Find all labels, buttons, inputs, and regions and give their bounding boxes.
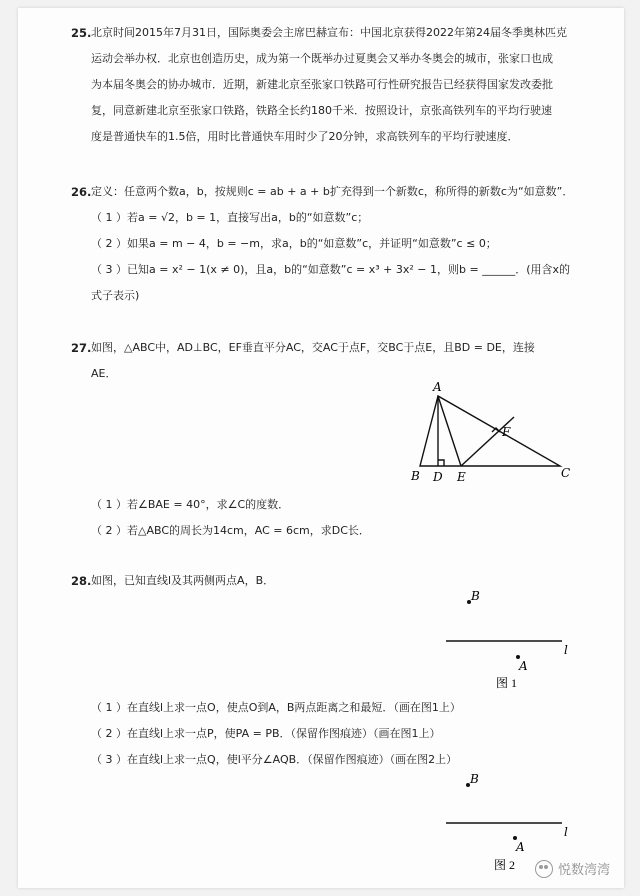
- label-b: B: [470, 772, 479, 786]
- label-l: l: [564, 825, 568, 839]
- question-text-line: 运动会举办权．北京也创造历史，成为第一个既举办过夏奥会又举办冬奥会的城市，张家口也成: [91, 52, 553, 65]
- watermark: [535, 859, 610, 878]
- question-text-line: 定义：任意两个数a，b，按规则c = ab + a + b扩充得到一个新数c，称所得的新数c为“如意数”．: [91, 185, 574, 198]
- figure-2: [18, 8, 624, 888]
- question-text-line: 为本届冬奥会的协办城市．近期，新建北京至张家口铁路可行性研究报告已经获得国家发改委批: [91, 78, 553, 91]
- label-b: B: [411, 469, 420, 483]
- question-text-line: 北京时间2015年7月31日，国际奥委会主席巴赫宣布：中国北京获得2022年第24届冬季奥林匹克: [91, 26, 567, 39]
- label-c: C: [561, 466, 571, 480]
- sub-question: （ 2 ）在直线l上求一点P，使PA = PB．（保留作图痕迹）（画在图1上）: [91, 727, 441, 740]
- sub-question: （ 3 ）在直线l上求一点Q，使l平分∠AQB．（保留作图痕迹）（画在图2上）: [91, 753, 458, 766]
- question-number: 25.: [71, 26, 92, 40]
- question-text-line: 度是普通快车的1.5倍，用时比普通快车用时少了20分钟，求高铁列车的平均行驶速度．: [91, 130, 519, 143]
- sub-question: （ 1 ）若a = √2，b = 1，直接写出a，b的“如意数”c；: [91, 211, 369, 224]
- sub-question: （ 2 ）如果a = m − 4，b = −m，求a，b的“如意数”c，并证明“如意数”c ≤ 0；: [91, 237, 497, 250]
- sub-question-continuation: 式子表示): [91, 289, 140, 302]
- label-f: F: [502, 425, 511, 439]
- watermark-text: 悦数湾湾: [557, 863, 610, 878]
- label-l: l: [564, 643, 568, 657]
- wechat-icon: [535, 860, 553, 878]
- label-a: A: [519, 659, 528, 673]
- sub-question: （ 1 ）在直线l上求一点O，使点O到A，B两点距离之和最短．（画在图1上）: [91, 701, 461, 714]
- label-a: A: [433, 380, 442, 394]
- label-e: E: [457, 470, 466, 484]
- label-a: A: [516, 840, 525, 854]
- sub-question: （ 1 ）若∠BAE = 40°，求∠C的度数．: [91, 498, 290, 511]
- figure-caption: 图 1: [496, 676, 518, 690]
- exam-page: [18, 8, 624, 888]
- question-text-line: 复，同意新建北京至张家口铁路，铁路全长约180千米．按照设计，京张高铁列车的平均行驶速: [91, 104, 552, 117]
- question-text-line: 如图，△ABC中，AD⊥BC，EF垂直平分AC，交AC于点F，交BC于点E，且BD = DE，连接: [91, 341, 535, 354]
- question-text-line: 如图，已知直线l及其两侧两点A，B．: [91, 574, 275, 587]
- sub-question: （ 3 ）已知a = x² − 1(x ≠ 0)，且a，b的“如意数”c = x³ + 3x² − 1，则b = ______．(用含x的: [91, 263, 570, 276]
- sub-question: （ 2 ）若△ABC的周长为14cm，AC = 6cm，求DC长．: [91, 524, 370, 537]
- question-number: 28.: [71, 574, 92, 588]
- question-text-line: AE．: [91, 367, 117, 380]
- label-b: B: [471, 589, 480, 603]
- figure-caption: 图 2: [494, 858, 516, 872]
- question-number: 26.: [71, 185, 92, 199]
- question-number: 27.: [71, 341, 92, 355]
- label-d: D: [433, 470, 443, 484]
